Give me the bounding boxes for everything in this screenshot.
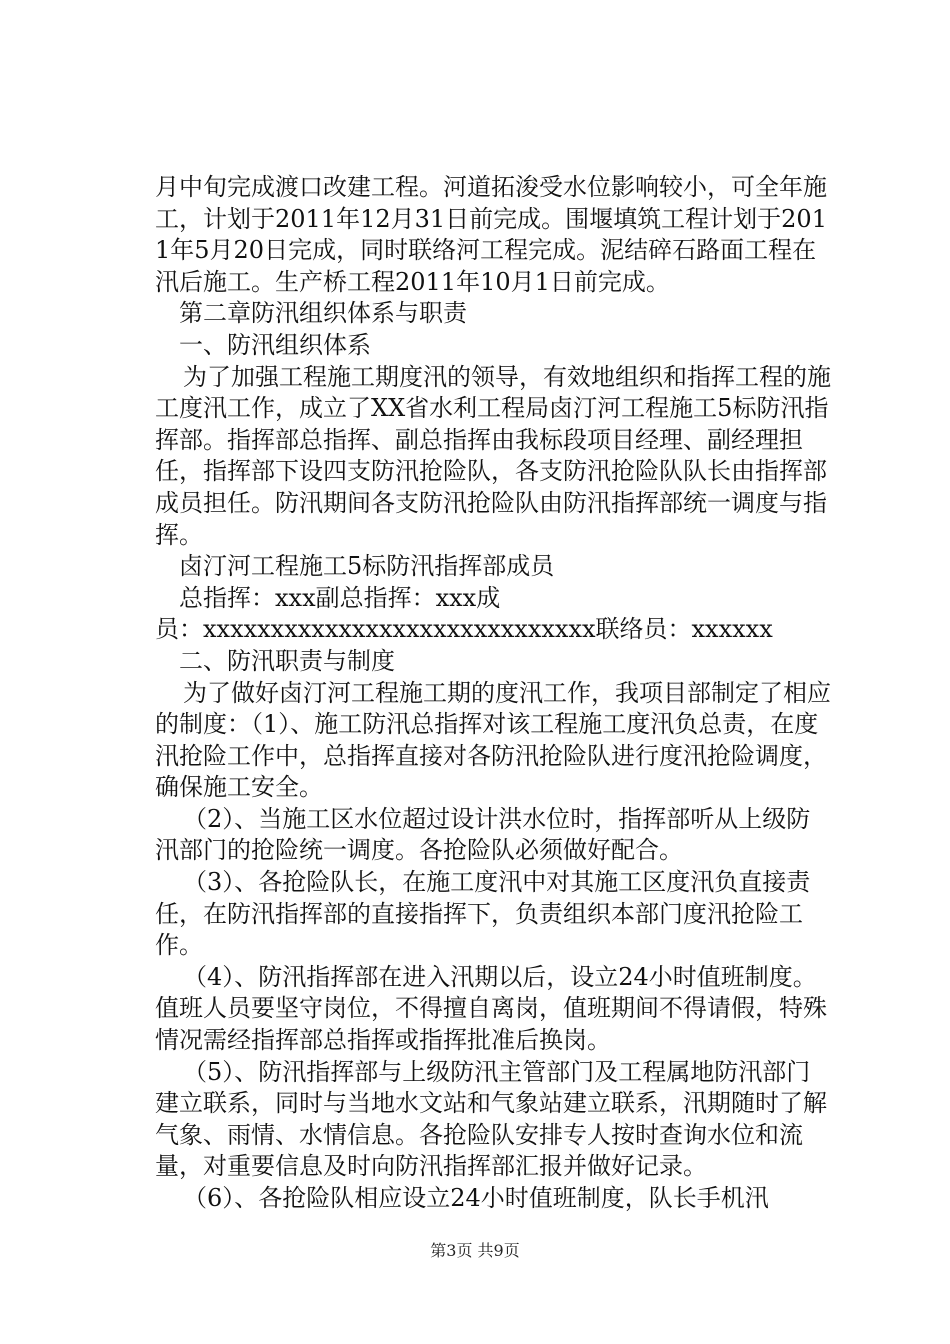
section-heading-organization: 一、防汛组织体系 (179, 330, 371, 359)
members-heading: 卤汀河工程施工5标防汛指挥部成员 (179, 552, 555, 581)
paragraph-schedule: 月中旬完成渡口改建工程。河道拓浚受水位影响较小，可全年施工，计划于2011年12月31日前完成。围堰填筑工程计划于2011年5月20日完成，同时联络河工程完成。泥结碎石路面工程在汛后施工。生产桥工程2011年10月1日前完成。 (155, 173, 827, 296)
paragraph-rule-3: （3）、各抢险队长，在施工度汛中对其施工区度汛负直接责任，在防汛指挥部的直接指挥下，负责组织本部门度汛抢险工作。 (155, 868, 811, 960)
chapter-heading: 第二章防汛组织体系与职责 (179, 299, 467, 328)
paragraph-rule-5: （5）、防汛指挥部与上级防汛主管部门及工程属地防汛部门建立联系，同时与当地水文站和气象站建立联系，汛期随时了解气象、雨情、水情信息。各抢险队安排专人按时查询水位和流量，对重要信息及时向防汛指挥部汇报并做好记录。 (155, 1057, 827, 1181)
section-heading-duties: 二、防汛职责与制度 (179, 646, 395, 675)
paragraph-duties-intro: 为了做好卤汀河工程施工期的度汛工作，我项目部制定了相应的制度：（1）、施工防汛总指挥对该工程施工度汛负总责，在度汛抢险工作中，总指挥直接对各防汛抢险队进行度汛抢险调度，确保施工安全。 (155, 678, 831, 802)
paragraph-rule-6: （6）、各抢险队相应设立24小时值班制度，队长手机汛 (183, 1184, 769, 1212)
paragraph-rule-4: （4）、防汛指挥部在进入汛期以后，设立24小时值班制度。值班人员要坚守岗位，不得擅自离岗，值班期间不得请假，特殊情况需经指挥部总指挥或指挥批准后换岗。 (155, 962, 827, 1055)
commander-line: 总指挥：xxx副总指挥：xxx成 (179, 583, 501, 612)
document-body (155, 172, 831, 1215)
page-number-footer: 第3页 共9页 (430, 1241, 520, 1260)
paragraph-rule-2: （2）、当施工区水位超过设计洪水位时，指挥部听从上级防汛部门的抢险统一调度。各抢险队必须做好配合。 (155, 804, 811, 865)
members-line: 员：xxxxxxxxxxxxxxxxxxxxxxxxxxxxx联络员：xxxxxx (155, 615, 773, 644)
paragraph-organization: 为了加强工程施工期度汛的领导，有效地组织和指挥工程的施工度汛工作，成立了XX省水利工程局卤汀河工程施工5标防汛指挥部。指挥部总指挥、副总指挥由我标段项目经理、副经理担任，指挥部下设四支防汛抢险队，各支防汛抢险队队长由指挥部成员担任。防汛期间各支防汛抢险队由防汛指挥部统一调度与指挥。 (155, 362, 831, 549)
